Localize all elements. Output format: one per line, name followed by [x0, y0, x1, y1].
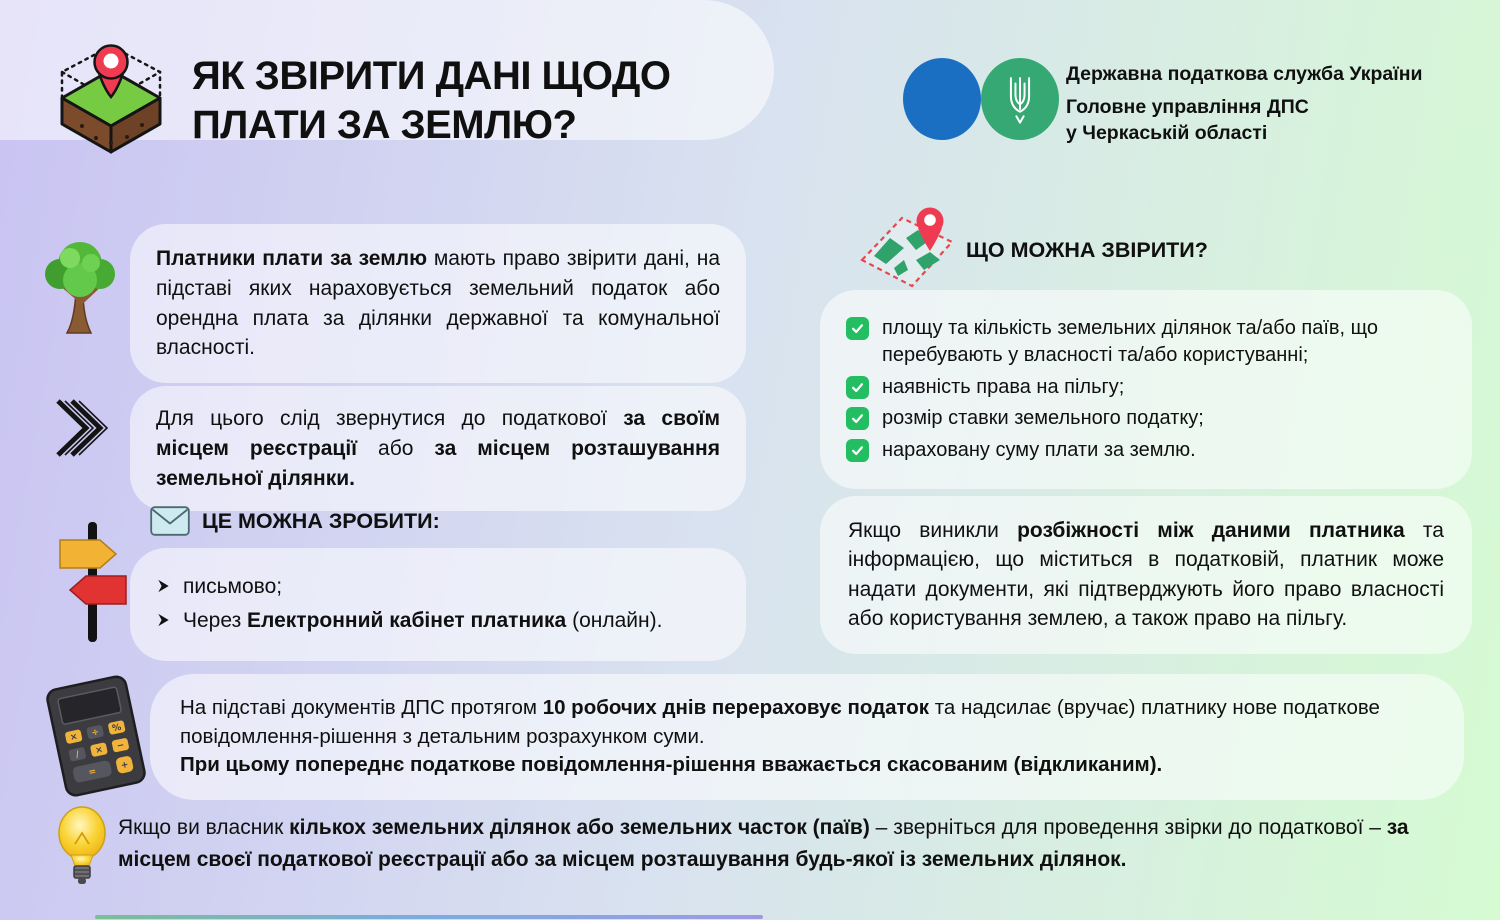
check-item: [846, 405, 1446, 432]
page-title-line2: ПЛАТИ ЗА ЗЕМЛЮ?: [192, 102, 577, 147]
how-heading-row: [150, 506, 440, 536]
logo-green-circle: [981, 58, 1059, 140]
tree-icon: [38, 236, 122, 336]
recalc-cancel-line: [180, 751, 1434, 780]
how-item-1: [156, 572, 720, 602]
svg-text:+: +: [120, 759, 130, 772]
lightbulb-icon: [50, 804, 114, 890]
how-item-2-r2: (онлайн).: [566, 609, 663, 633]
intro-card: [130, 224, 746, 383]
check-item-text: розмір ставки земельного податку;: [882, 407, 1204, 430]
discrepancy-text-2: та інформацією, що міститься в податковій, платник може надати документи, які підтверджують його право власності або користування землею, а також право на пільгу.: [848, 519, 1444, 631]
discrepancy-text-bold: розбіжності між даними платника: [1017, 519, 1405, 542]
discrepancy-text-1: Якщо виникли: [848, 519, 1018, 542]
recalc-card: [150, 674, 1464, 800]
arrow-bullet-icon: [156, 578, 171, 594]
intro-text-bold: Платники плати за землю: [156, 247, 428, 270]
check-item-text: площу та кількість земельних ділянок та/або паїв, що перебувають у власності та/або користуванні;: [882, 317, 1379, 366]
svg-text:÷: ÷: [90, 727, 101, 739]
how-heading: ЦЕ МОЖНА ЗРОБИТИ:: [202, 508, 440, 533]
check-item-text: наявність права на пільгу;: [882, 375, 1125, 398]
how-item-1-text: письмово;: [183, 575, 283, 598]
discrepancy-card: [820, 496, 1472, 654]
check-item-text: нараховану суму плати за землю.: [882, 439, 1196, 462]
recalc-text-bold-1: 10 робочих днів перераховує податок: [542, 696, 930, 719]
recalc-text-bold-2: При цьому попереднє податкове повідомлення-рішення вважається скасованим (відкликаним).: [180, 753, 1163, 777]
multi-plot-note: [118, 812, 1484, 875]
svg-text:×: ×: [94, 744, 104, 757]
how-item-2-r1: Через: [183, 609, 248, 633]
how-item-2-bold: Електронний кабінет платника: [247, 609, 567, 633]
arrow-bullet-icon: [156, 612, 171, 628]
svg-text:/: /: [74, 750, 81, 761]
svg-text:×: ×: [69, 731, 79, 744]
intro-text: мають право звірити дані, на підставі яких нараховується земельний податок або орендна плата за ділянки державної та комунальної власності.: [156, 247, 721, 360]
checkbox-icon: [846, 407, 869, 430]
multi-text-bold-1: кількох земельних ділянок або земельних часток (паїв): [289, 816, 870, 839]
contact-card: [130, 386, 746, 511]
trident-icon: [1000, 72, 1040, 126]
contact-text-bold-1: за своїм місцем реєстрації: [156, 407, 720, 460]
envelope-icon: [150, 506, 190, 536]
check-item: [846, 437, 1446, 464]
checkbox-icon: [846, 439, 869, 462]
how-item-2-text: [183, 606, 662, 636]
logo-blue-circle: [903, 58, 981, 140]
contact-text-2: або: [357, 436, 435, 460]
bottom-gradient-stripe: [95, 915, 763, 919]
org-name: Державна податкова служба України: [1066, 63, 1423, 85]
multi-text-2: – зверніться для проведення звірки до податкової –: [869, 816, 1387, 839]
page-title-line1: ЯК ЗВІРИТИ ДАНІ ЩОДО: [192, 54, 671, 98]
checklist-card: [820, 290, 1472, 489]
org-dept-line1: Головне управління ДПС: [1066, 96, 1309, 119]
check-item: [846, 374, 1446, 401]
multi-text-1: Якщо ви власник: [118, 816, 290, 839]
page-title: [192, 52, 671, 150]
verify-heading: ЩО МОЖНА ЗВІРИТИ?: [966, 238, 1208, 262]
org-dept-line2: у Черкаській області: [1066, 121, 1268, 144]
how-card: [130, 548, 746, 661]
recalc-text-2: та надсилає (вручає) платнику нове податкове повідомлення-рішення з детальним розрахунком суми.: [180, 696, 1380, 748]
svg-text:=: =: [87, 766, 98, 779]
svg-text:−: −: [115, 740, 126, 752]
svg-text:%: %: [111, 722, 123, 735]
recalc-text: [180, 694, 1434, 751]
signpost-icon: [52, 518, 134, 646]
multi-text-bold-2: за місцем своєї податкової реєстрації або за місцем розташування будь-якої із земельних ділянок.: [118, 816, 1409, 871]
check-item: [846, 315, 1446, 369]
calculator-icon: [40, 674, 152, 798]
contact-text-1: Для цього слід звернутися до податкової: [156, 407, 624, 430]
recalc-text-1: На підставі документів ДПС протягом: [180, 696, 543, 719]
map-pin-icon: [856, 206, 958, 296]
double-chevron-icon: [50, 396, 118, 460]
land-plot-pin-icon: [52, 40, 170, 162]
checkbox-icon: [846, 317, 869, 340]
how-item-2: [156, 606, 720, 636]
checkbox-icon: [846, 376, 869, 399]
org-block: [1066, 62, 1423, 146]
contact-text-bold-2: за місцем розташування земельної ділянки.: [156, 436, 720, 490]
